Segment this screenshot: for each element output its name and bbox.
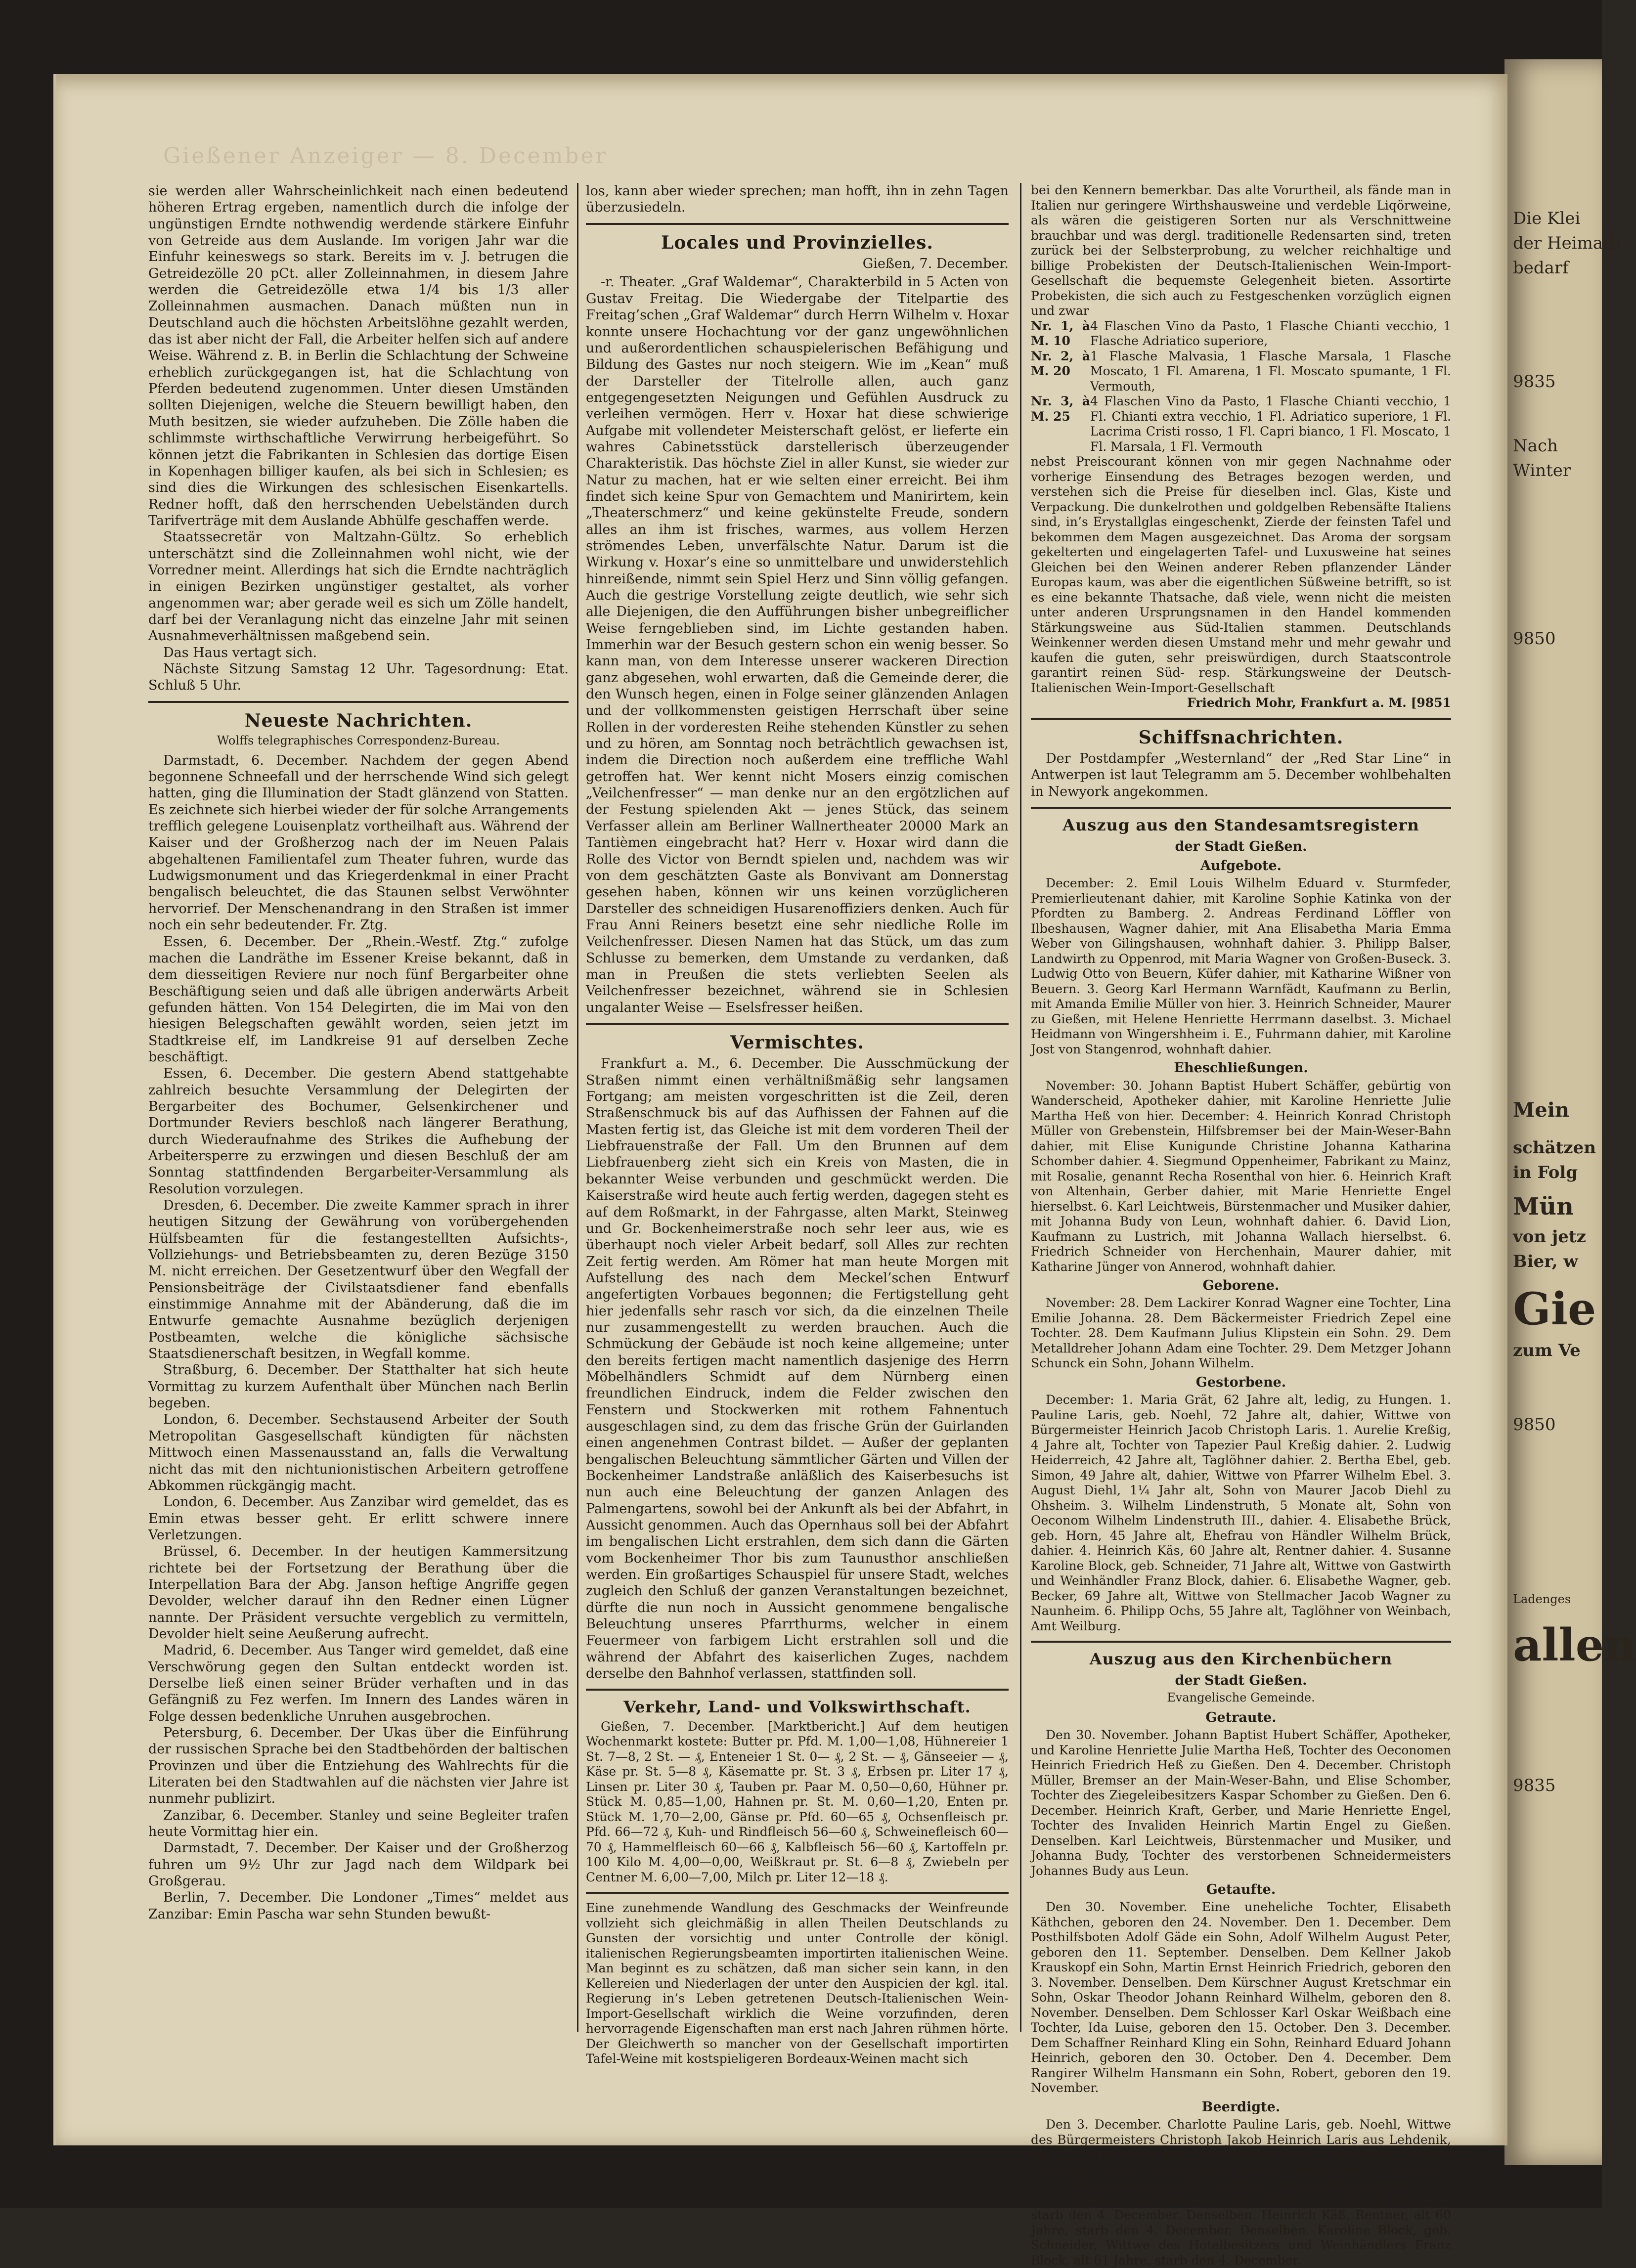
edge-fragment: der Heimath <box>1513 233 1621 253</box>
news-item: Essen, 6. December. Die gestern Abend stattgehabte zahlreich besuchte Versammlung der Delegirten der Bergarbeiter des Bochumer, Gelsenkirchener und Dortmunder Reviers beschloß nach längerer Berathung, durch Wiederaufnahme des Strikes die Aufhebung der Arbeitersperre zu erzwingen und diesen Beschluß der am Sonntag stattfindenden Bergarbeiter-Versammlung als Resolution vorzulegen. <box>148 1066 569 1197</box>
edge-fragment: allen <box>1513 1619 1636 1671</box>
births-list: November: 28. Dem Lackirer Konrad Wagner eine Tochter, Lina Emilie Johanna. 28. Dem Bäckermeister Friedrich Zepel eine Tochter. 28. Dem Kaufmann Julius Klipstein ein Sohn. 29. Dem Metalldreher Johann Adam eine Tochter. 29. Dem Metzger Johann Schunck ein Sohn, Johann Wilhelm. <box>1031 1296 1451 1371</box>
baptisms-heading: Getaufte. <box>1206 1882 1276 1898</box>
news-item: Darmstadt, 6. December. Nachdem der gegen Abend begonnene Schneefall und der herrschende Wind sich gelegt hatten, ging die Illumination der Stadt glänzend von Statten. Es zeichnete sich hierbei wieder der für solche Arrangements trefflich gelegene Louisenplatz vortheilhaft aus. Während der Kaiser und der Großherzog nach der im Neuen Palais abgehaltenen Familientafel zum Theater fuhren, wurde das Ludwigsmonument und das Kriegerdenkmal in einer Pracht bengalisch beleuchtet, die das Staunen selbst Verwöhnter hervorrief. Der Menschenandrang in den Straßen ist immer noch ein sehr bedeutender. Fr. Ztg. <box>148 752 569 933</box>
edge-fragment: bedarf <box>1513 258 1569 278</box>
news-item: Dresden, 6. December. Die zweite Kammer sprach in ihrer heutigen Sitzung der Gewährung von vorübergehenden Hülfsbeamten für die festangestellten Aufsichts-, Vollziehungs- und Betriebsbeamten zu, deren Bezüge 3150 M. nicht erreichen. Der Gesetzentwurf über den Wegfall der Pensionsbeiträge der Civilstaatsdiener fand ebenfalls einstimmige Annahme mit der Abänderung, daß die im Entwurfe gemachte Ausnahme bezüglich derjenigen Postbeamten, welche die königliche sächsische Staatsdienerschaft besitzen, in Wegfall komme. <box>148 1198 569 1362</box>
misc-heading: Vermischtes. <box>730 1032 864 1053</box>
deaths-heading: Gestorbene. <box>1195 1374 1286 1390</box>
news-item: Berlin, 7. December. Die Londoner „Times“ meldet aus Zanzibar: Emin Pascha war sehn Stunden bewußt- <box>148 1890 569 1922</box>
column-rule-left <box>577 183 578 2032</box>
market-report: Gießen, 7. December. [Marktbericht.] Auf dem heutigen Wochenmarkt kostete: Butter pr. Pfd. M. 1,00—1,08, Hühnereier 1 St. 7—8, 2 St. — ₰, Enteneier 1 St. 0— ₰, 2 St. — ₰, Gänseeier — ₰, Käse pr. St. 5—8 ₰, Käsematte pr. St. 3 ₰, Erbsen pr. Liter 17 ₰, Linsen pr. Liter 30 ₰, Tauben pr. Paar M. 0,50—0,60, Hühner pr. Stück M. 0,85—1,00, Hahnen pr. St. M. 0,60—1,20, Enten pr. Stück M. 1,70—2,00, Gänse pr. Pfd. 60—65 ₰, Ochsenfleisch pr. Pfd. 66—72 ₰, Kuh- und Rindfleisch 56—60 ₰, Schweinefleisch 60—70 ₰, Hammelfleisch 60—66 ₰, Kalbfleisch 56—60 ₰, Kartoffeln pr. 100 Kilo M. 4,00—0,00, Weißkraut pr. St. 6—8 ₰, Zwiebeln per Centner M. 6,00—7,00, Milch pr. Liter 12—18 ₰. <box>586 1719 1009 1884</box>
section-divider <box>586 1892 1009 1894</box>
ship-news: Der Postdampfer „Westernland“ der „Red Star Line“ in Antwerpen ist laut Telegramm am 5. December wohlbehalten in Newyork angekommen. <box>1031 750 1451 799</box>
section-divider <box>586 1023 1009 1025</box>
births-heading: Geborene. <box>1202 1278 1280 1294</box>
marriages-list: November: 30. Johann Baptist Hubert Schäffer, gebürtig von Wanderscheid, Apotheker dahier, mit Karoline Henriette Julie Martha Heß von hier. December: 4. Heinrich Konrad Christoph Müller von Grebenstein, Hilfsbremser bei der Main-Weser-Bahn dahier, mit Elise Kunigunde Christine Johanna Katharina Schomber dahier. 4. Siegmund Oppenheimer, Fabrikant zu Mainz, mit Rosalie, genannt Recha Rosenthal von hier. 6. Heinrich Kraft von Altenhain, Gerber dahier, mit Marie Henriette Engel hierselbst. 6. Karl Leichtweis, Bürstenmacher und Musiker dahier, mit Johanna Budy von Leun, wohnhaft dahier. 6. David Lion, Kaufmann zu Lustrich, mit Johanna Wallach hierselbst. 6. Friedrich Schneider von Herchenhain, Maurer dahier, mit Katharine Jünger von Annerod, wohnhaft dahier. <box>1031 1078 1451 1274</box>
section-divider <box>148 701 569 703</box>
edge-fragment: Winter <box>1513 461 1571 480</box>
advertiser-name: Friedrich Mohr, Frankfurt a. M. <box>1187 696 1407 710</box>
section-divider <box>586 223 1009 225</box>
wine-advertisement: Eine zunehmende Wandlung des Geschmacks der Weinfreunde vollzieht sich gleichmäßig in allen Theilen Deutschlands zu Gunsten der vorsichtig und unter Controlle der königl. italienischen Regierungsbeamten importirten italienischen Weine. Man beginnt es zu schätzen, daß man sicher sein kann, in den Kellereien und Niederlagen der unter den Auspicien der kgl. ital. Regierung in’s Leben getretenen Deutsch-Italienischen Wein-Import-Gesellschaft wirklich die Weine vorzufinden, deren hervorragende Eigenschaften man erst nach Jahren rühmen hörte. Der Gleichwerth so mancher von der Gesellschaft importirten Tafel-Weine mit kostspieligeren Bordeaux-Weinen macht sich <box>586 1901 1009 2066</box>
offer-row <box>1031 394 1451 454</box>
continued-text: los, kann aber wieder sprechen; man hofft, ihn in zehn Tagen überzusiedeln. <box>586 183 1009 216</box>
offer-text: 1 Flasche Malvasia, 1 Flasche Marsala, 1 Flasche Moscato, 1 Fl. Amarena, 1 Fl. Moscato spumante, 1 Fl. Vermouth, <box>1090 349 1451 393</box>
section-divider <box>1031 807 1451 809</box>
column-rule-right <box>1020 183 1021 2032</box>
news-item: Essen, 6. December. Der „Rhein.-Westf. Ztg.“ zufolge machen die Landräthe im Essener Kreise bekannt, daß in dem diesseitigen Reviere nur noch fünf Bergarbeiter ohne Beschäftigung seien und daß alle übrigen anderwärts Arbeit gefunden hätten. Von 154 Delegirten, die im Mai von den hiesigen Belegschaften gewählt worden, seien jetzt im Stadtkreise elf, im Landkreise 91 auf derselben Zeche beschäftigt. <box>148 934 569 1065</box>
edge-fragment: Die Klei <box>1513 209 1581 228</box>
local-dateline: Gießen, 7. December. <box>862 256 1009 272</box>
news-source: Wolffs telegraphisches Correspondenz-Bureau. <box>217 734 500 748</box>
reichstag-reply: Staatssecretär von Maltzahn-Gültz. So erheblich unterschätzt sind die Zolleinnahmen wohl nicht, wie der Vorredner meint. Allerdings hat sich die Erndte nachträglich in einigen Bezirken ungünstiger gestaltet, als vorher angenommen war; aber gerade weil es sich um Zölle handelt, darf bei der Veranlagung nicht das einzelne Jahr mit seinen Ausnahmeverhältnissen maßgebend sein. <box>148 529 569 644</box>
news-item: Darmstadt, 7. December. Der Kaiser und der Großherzog fuhren um 9½ Uhr zur Jagd nach dem Wildpark bei Großgerau. <box>148 1840 569 1889</box>
edge-fragment: Gie <box>1513 1283 1596 1335</box>
section-divider <box>586 1689 1009 1691</box>
news-item: Brüssel, 6. December. In der heutigen Kammersitzung richtete bei der Fortsetzung der Berathung über die Interpellation Bara der Abg. Janson heftige Angriffe gegen Devolder, welcher darauf ihn den Redner einen Lügner nannte. Der Präsident versuchte vergeblich zu vermitteln, Devolder hielt seine Aeußerung aufrecht. <box>148 1544 569 1642</box>
column-3 <box>1031 183 1451 2268</box>
burials-list: Den 3. December. Charlotte Pauline Laris, geb. Noehl, Wittwe des Bürgermeisters Christoph Jakob Heinrich Laris aus Lehdenik, alt 72 Jahre, starb den 1. December. Den 4. December. Bertha Ebel, geb. Simon, Wittwe des Pfarrers Rudolf Ebel, alt 49 Jahre, starb den 2. December. Den 6. December. Elisabethe Brück, geb. Horn, Ehefrau des Handelsmanns Wilhelm Brück, alt 45 Jahre, starb den 4. December. Denselben. Heinrich Käß, Rentner, alt 60 Jahre, starb den 4. December. Denselben. Karoline Block, geb. Schneider, Wittwe des Hotelbesitzers und Weinhändlers Franz Block, alt 61 Jahre, starb den 4. December. <box>1031 2117 1451 2268</box>
edge-fragment: 9850 <box>1513 629 1556 649</box>
news-item: Straßburg, 6. December. Der Statthalter hat sich heute Vormittag zu kurzem Aufenthalt über München nach Berlin begeben. <box>148 1362 569 1411</box>
news-item: Madrid, 6. December. Aus Tanger wird gemeldet, daß eine Verschwörung gegen den Sultan entdeckt worden ist. Derselbe ließ einen seiner Brüder verhaften und in das Gefängniß zu Fez werfen. Im Innern des Landes wären in Folge dessen bedenkliche Unruhen ausgebrochen. <box>148 1643 569 1724</box>
offer-label: Nr. 2, à M. 20 <box>1031 349 1090 378</box>
advertiser-signature <box>1031 696 1451 711</box>
offer-row <box>1031 319 1451 349</box>
reichstag-text: sie werden aller Wahrscheinlichkeit nach einen bedeutend höheren Ertrag ergeben, namentlich durch die infolge der ungünstigen Erndte nothwendig werdende stärkere Einfuhr von Getreide aus dem Auslande. Im vorigen Jahr war die Einfuhr keineswegs so stark. Bereits im v. J. betrugen die Getreidezölle 20 pCt. aller Zolleinnahmen, in diesem Jahre werden die Getreidezölle etwa 1/4 bis 1/3 aller Zolleinnahmen ausmachen. Danach müßten nun in Deutschland auch die höchsten Arbeitslöhne gezahlt werden, das ist aber nicht der Fall, die Arbeiter helfen sich auf andere Weise. Während z. B. in Berlin die Schlachtung der Schweine erheblich zurückgegangen ist, hat die Schlachtung von Pferden bedeutend zugenommen. Unter diesen Umständen sollten Diejenigen, welche die Steuern bewilligt haben, den Muth besitzen, sie wieder aufzuheben. Die Zölle haben die schlimmste wirthschaftliche Verwirrung herbeigeführt. So können jetzt die Fabrikanten in Schlesien das dortige Eisen in Kopenhagen billiger kaufen, als bei sich in Schlesien; es sind dies die Wirkungen des schlesischen Eisenkartells. Redner hofft, daß den herrschenden Uebelständen durch Tarifverträge mit dem Auslande Abhülfe geschaffen werde. <box>148 183 569 528</box>
edge-fragment: Nach <box>1513 436 1558 456</box>
next-session: Nächste Sitzung Samstag 12 Uhr. Tagesordnung: Etat. Schluß 5 Uhr. <box>148 661 569 694</box>
market-heading: Verkehr, Land- und Volkswirthschaft. <box>623 1698 971 1717</box>
church-heading: Auszug aus den Kirchenbüchern <box>1089 1650 1393 1669</box>
burials-heading: Beerdigte. <box>1201 2099 1281 2115</box>
deaths-list: December: 1. Maria Grät, 62 Jahre alt, ledig, zu Hungen. 1. Pauline Laris, geb. Noehl, 72 Jahre alt, dahier, Wittwe von Bürgermeister Heinrich Jacob Christoph Laris. 1. Aurelie Kreßig, 4 Jahre alt, Tochter von Tapezier Paul Kreßig dahier. 2. Ludwig Heiderreich, 42 Jahre alt, Taglöhner dahier. 2. Bertha Ebel, geb. Simon, 49 Jahre alt, dahier, Wittwe von Pfarrer Wilhelm Ebel. 3. August Diehl, 1¼ Jahr alt, Sohn von Maurer Jacob Diehl zu Ohsheim. 3. Wilhelm Lindenstruth, 5 Monate alt, Sohn von Oeconom Wilhelm Lindenstruth III., dahier. 4. Elisabethe Brück, geb. Horn, 45 Jahre alt, Ehefrau von Händler Wilhelm Brück, dahier. 4. Heinrich Käs, 60 Jahre alt, Rentner dahier. 4. Susanne Karoline Block, geb. Schneider, 71 Jahre alt, Wittwe von Gastwirth und Weinhändler Franz Block, dahier. 6. Elisabethe Wagner, geb. Becker, 69 Jahre alt, Wittwe von Stellmacher Jacob Wagner zu Naunheim. 6. Philipp Ochs, 55 Jahre alt, Taglöhner von Weinbach, Amt Weilburg. <box>1031 1393 1451 1633</box>
wine-ad-tail: nebst Preiscourant können von mir gegen Nachnahme oder vorherige Einsendung des Betrages bezogen werden, und verstehen sich die Preise für dieselben incl. Glas, Kiste und Verpackung. Die dunkelrothen und goldgelben Rebensäfte Italiens sind, in’s Erystallglas eingeschenkt, Zierde der feinsten Tafel und bekommen dem Magen ausgezeichnet. Das Aroma der sorgsam gekelterten und eingelagerten Tafel- und Luxusweine hat seines Gleichen bei den Weinen anderer Reben pflanzender Länder Europas kaum, was aber die eigentlichen Süßweine betrifft, so ist es eine bekannte Thatsache, daß viele, wenn nicht die meisten unter anderen Ursprungsnamen in den Handel kommenden Stärkungsweine aus Süd-Italien stammen. Deutschlands Weinkenner werden diesen Umstand mehr und mehr gewahr und kaufen die guten, sehr preiswürdigen, durch Staatscontrole garantirt reinen Süd- resp. Stärkungsweine der Deutsch-Italienischen Wein-Import-Gesellschaft <box>1031 454 1451 695</box>
wine-ad-continued: bei den Kennern bemerkbar. Das alte Vorurtheil, als fände man in Italien nur geringere Wirthshausweine und verdeble Liqörweine, als wären die geistigeren Sorten nur als Verschnittweine brauchbar und was dergl. traditionelle Redensarten sind, treten zurück bei der Selbsterprobung, zu welcher reichhaltige und billige Probekisten der Deutsch-Italienischen Wein-Import-Gesellschaft die bequemste Gelegenheit bieten. Assortirte Probekisten, die sich auch zu Festgeschenken vorzüglich eignen und zwar <box>1031 183 1451 318</box>
edge-fragment: von jetz <box>1513 1227 1586 1247</box>
registry-heading: Auszug aus den Standesamtsregistern <box>1062 815 1419 834</box>
adjournment: Das Haus vertagt sich. <box>163 645 317 660</box>
weddings-heading: Getraute. <box>1205 1709 1277 1725</box>
weddings-list: Den 30. November. Johann Baptist Hubert Schäffer, Apotheker, und Karoline Henriette Julie Martha Heß, Tochter des Oeconomen Heinrich Friedrich Heß zu Gießen. Den 4. December. Christoph Müller, Bremser an der Main-Weser-Bahn, und Elise Schomber, Tochter des Ziegeleibesitzers Kaspar Schomber zu Gießen. Den 6. December. Heinrich Kraft, Gerber, und Marie Henriette Engel, Tochter des Invaliden Heinrich Martin Engel zu Gießen. Denselben. Karl Leichtweis, Bürstenmacher und Musiker, und Johanna Budy, Tochter des verstorbenen Schneidermeisters Johannes Budy aus Leun. <box>1031 1728 1451 1878</box>
ship-heading: Schiffsnachrichten. <box>1138 727 1344 748</box>
offer-row <box>1031 349 1451 394</box>
offer-label: Nr. 1, à M. 10 <box>1031 318 1090 348</box>
column-1 <box>148 183 569 2017</box>
news-item: Zanzibar, 6. December. Stanley und seine Begleiter trafen heute Vormittag hier ein. <box>148 1807 569 1840</box>
edge-fragment: Mün <box>1513 1193 1574 1221</box>
frankfurt-report: Frankfurt a. M., 6. December. Die Ausschmückung der Straßen nimmt einen verhältnißmäßig sehr langsamen Fortgang; am meisten vorgeschritten ist die Zeil, deren Straßenschmuck bis auf das Aufhissen der Fahnen auf die Masten fertig ist, das Gleiche ist mit dem vorderen Theil der Liebfrauenstraße der Fall. Um den Brunnen auf dem Liebfrauenberg zieht sich ein Kreis von Masten, die in bekannter Weise verbunden und geschmückt werden. Die Kaiserstraße wird heute auch fertig werden, dagegen steht es auf dem Roßmarkt, in der Fahrgasse, alten Markt, Steinweg und Gr. Bockenheimerstraße noch sehr leer aus, wie es überhaupt noch vieler Arbeit bedarf, soll Alles zur rechten Zeit fertig werden. Am Römer hat man heute Morgen mit Aufstellung des nach dem Meckel’schen Entwurf angefertigten Vorbaues begonnen; die Fertigstellung geht hier jedenfalls sehr rasch vor sich, da die einzelnen Theile nur zusammengestellt zu werden brauchen. Auch die Schmückung der Gebäude ist noch keine allgemeine; unter den bereits fertigen macht namentlich dasjenige des Herrn Möbelhändlers Schmidt auf dem Nürnberg einen freundlichen Eindruck, indem die Felder zwischen den Fenstern und Stockwerken mit rothem Fahnentuch ausgeschlagen sind, zu dem das frische Grün der Guirlanden einen angenehmen Contrast bildet. — Außer der geplanten bengalischen Beleuchtung sämmtlicher Gärten und Villen der Bockenheimer Landstraße anläßlich des Kaiserbesuchs ist nun auch eine Beleuchtung der ganzen Anlagen des Palmengartens, sowohl bei der Ankunft als bei der Abfahrt, in Aussicht genommen. Auch das Opernhaus soll bei der Abfahrt im bengalischen Licht erstrahlen, dem sich dann die Gärten vom Bockenheimer Thor bis zum Taunusthor anschließen werden. Ein großartiges Schauspiel für unsere Stadt, welches zugleich den Schluß der ganzen Veranstaltungen bezeichnet, dürfte die nun noch in Aussicht genommene bengalische Beleuchtung unseres Pfarrthurms, welcher in einem Feuermeer von farbigem Licht erstrahlen soll und die während der Abfahrt des kaiserlichen Zuges, nachdem derselbe den Bahnhof verlassen, stattfinden soll. <box>586 1056 1009 1682</box>
church-city: der Stadt Gießen. <box>1175 1672 1307 1688</box>
church-congregation: Evangelische Gemeinde. <box>1167 1691 1315 1705</box>
baptisms-list: Den 30. November. Eine uneheliche Tochter, Elisabeth Käthchen, geboren den 24. November. Den 1. December. Dem Posthilfsboten Adolf Gäde ein Sohn, Adolf Wilhelm August Peter, geboren den 11. September. Denselben. Dem Kellner Jakob Krauskopf ein Sohn, Martin Ernst Heinrich Friedrich, geboren den 3. November. Denselben. Dem Kürschner August Kretschmar ein Sohn, Oskar Theodor Johann Reinhard Wilhelm, geboren den 8. November. Denselben. Dem Schlosser Karl Oskar Weißbach eine Tochter, Ida Luise, geboren den 15. October. Den 3. December. Dem Schaffner Reinhard Kling ein Sohn, Reinhard Eduard Johann Heinrich, geboren den 30. October. Den 4. December. Dem Rangirer Wilhelm Hansmann ein Sohn, Robert, geboren den 19. November. <box>1031 1900 1451 2095</box>
offer-label: Nr. 3, à M. 25 <box>1031 394 1090 424</box>
edge-fragment: zum Ve <box>1513 1341 1581 1360</box>
edge-fragment: 9835 <box>1513 1776 1556 1795</box>
section-divider <box>1031 1641 1451 1643</box>
running-head: Gießener Anzeiger — 8. December <box>163 143 608 169</box>
edge-fragment: 9850 <box>1513 1415 1556 1435</box>
offer-text: 4 Flaschen Vino da Pasto, 1 Flasche Chianti vecchio, 1 Fl. Chianti extra vecchio, 1 Fl. Adriatico superiore, 1 Fl. Lacrima Cristi rosso, 1 Fl. Capri bianco, 1 Fl. Moscato, 1 Fl. Marsala, 1 Fl. Vermouth <box>1090 394 1451 454</box>
news-heading: Neueste Nachrichten. <box>244 710 473 731</box>
offer-text: 4 Flaschen Vino da Pasto, 1 Flasche Chianti vecchio, 1 Flasche Adriatico superiore, <box>1090 318 1451 348</box>
edge-fragment: Bier, w <box>1513 1252 1578 1271</box>
edge-fragment: 9835 <box>1513 372 1556 392</box>
marriages-heading: Eheschließungen. <box>1174 1060 1308 1076</box>
news-item: London, 6. December. Sechstausend Arbeiter der South Metropolitan Gasgesellschaft kündigten für nächsten Mittwoch einen Massenausstand an, falls die Verwaltung nicht das mit den nichtunionistischen Arbeitern getroffene Abkommen rückgängig macht. <box>148 1412 569 1493</box>
edge-fragment: Ladenges <box>1513 1592 1571 1606</box>
section-divider <box>1031 718 1451 720</box>
ad-number: [9851 <box>1411 696 1451 710</box>
news-item: Petersburg, 6. December. Der Ukas über die Einführung der russischen Sprache bei den Stadtbehörden der baltischen Provinzen und über die Entziehung des Wahlrechts für die Literaten bei den Stadtwahlen auf die nächsten vier Jahre ist nunmehr publizirt. <box>148 1725 569 1807</box>
column-2 <box>586 183 1009 2111</box>
edge-fragment: in Folg <box>1513 1163 1578 1182</box>
edge-fragment: schätzen <box>1513 1138 1596 1158</box>
local-heading: Locales und Provinzielles. <box>661 232 933 253</box>
registry-city: der Stadt Gießen. <box>1175 838 1307 854</box>
aufgebote-list: December: 2. Emil Louis Wilhelm Eduard v. Sturmfeder, Premierlieutenant dahier, mit Karoline Sophie Katinka von der Pfordten zu Bamberg. 2. Andreas Ferdinand Löffler von Ilbeshausen, Wagner dahier, mit Ana Elisabetha Maria Emma Weber von Gilingshausen, wohnhaft dahier. 3. Philipp Balser, Landwirth zu Oppenrod, mit Maria Wagner von Großen-Buseck. 3. Ludwig Otto von Beuern, Küfer dahier, mit Katharine Wißner von Beuern. 3. Georg Karl Hermann Warnfädt, Kaufmann zu Berlin, mit Amanda Emilie Müller von hier. 3. Heinrich Schneider, Maurer zu Gießen, mit Helene Henriette Herrmann daselbst. 3. Michael Heidmann von Wingershheim i. E., Fuhrmann dahier, mit Karoline Jost von Stangenrod, wohnhaft dahier. <box>1031 876 1451 1056</box>
aufgebote-heading: Aufgebote. <box>1200 858 1282 873</box>
news-item: London, 6. December. Aus Zanzibar wird gemeldet, das es Emin etwas besser geht. Er erlitt schwere innere Verletzungen. <box>148 1494 569 1543</box>
theater-review: -r. Theater. „Graf Waldemar“, Charakterbild in 5 Acten von Gustav Freitag. Die Wiedergabe der Titelpartie des Freitag’schen „Graf Waldemar“ durch Herrn Wilhelm v. Hoxar konnte unsere Hochachtung vor der ganz ungewöhnlichen und außerordentlichen schauspielerischen Befähigung und Bildung des Gastes nur noch steigern. Wie im „Kean“ muß der Darsteller der Titelrolle allen, auch ganz entgegengesetzten Neigungen und Gefühlen Ausdruck zu verleihen vermögen. Herr v. Hoxar hat diese schwierige Aufgabe mit vollendeter Meisterschaft gelöst, er lieferte ein wahres Cabinetsstück darstellerisch überzeugender Charakteristik. Das höchste Ziel in aller Kunst, sie wieder zur Natur zu machen, hat er wie selten einer erreicht. Bei ihm findet sich keine Spur von Gemachtem und Manirirtem, kein „Theaterschmerz“ und keine gekünstelte Freude, sondern alles an ihm ist frisches, warmes, aus vollem Herzen strömendes Leben, unverfälschte Natur. Darum ist die Wirkung v. Hoxar’s eine so unmittelbare und unwiderstehlich hinreißende, nimmt sein Spiel Herz und Sinn völlig gefangen. Auch die gestrige Vorstellung zeigte deutlich, wie sehr sich alle Diejenigen, die den Aufführungen bisher unbegreiflicher Weise ferngeblieben sind, im Lichte gestanden haben. Immerhin war der Besuch gestern schon ein wenig besser. So kann man, von dem Interesse unserer wackeren Direction ganz abgesehen, wohl erwarten, daß die Gemeinde derer, die den Wunsch hegen, einen in Folge seiner glänzenden Anlagen und der vollkommensten geistigen Herrschaft über seine Rollen in der vorderesten Reihe stehenden Künstler zu sehen und zu hören, am Sonntag noch beträchtlich gewachsen ist, indem die Direction noch außerdem eine treffliche Wahl getroffen hat. Wer kennt nicht Mosers einzig comischen „Veilchenfresser“ — man denke nur an den ergötzlichen auf der Festung spielenden Akt — jenes Stück, das seinem Verfasser allein am Berliner Wallnertheater 20000 Mark an Tantièmen eingebracht hat? Herr v. Hoxar wird dann die Rolle des Victor von Berndt spielen und, nachdem was wir von dem geschätzten Gaste als Bonvivant am Donnerstag gesehen haben, können wir uns keinen vorzüglicheren Darsteller des schneidigen Husarenoffiziers denken. Auch für Frau Anni Reiners besetzt eine sehr niedliche Rolle im Veilchenfresser. Diesen Namen hat das Stück, um das zum Schlusse zu bemerken, dem Umstande zu verdanken, daß man in Preußen die stets verliebten Seelen als Veilchenfresser bezeichnet, während sie in Schlesien ungalanter Weise — Eselsfresser heißen. <box>586 274 1009 1015</box>
edge-fragment: Mein <box>1513 1098 1570 1122</box>
